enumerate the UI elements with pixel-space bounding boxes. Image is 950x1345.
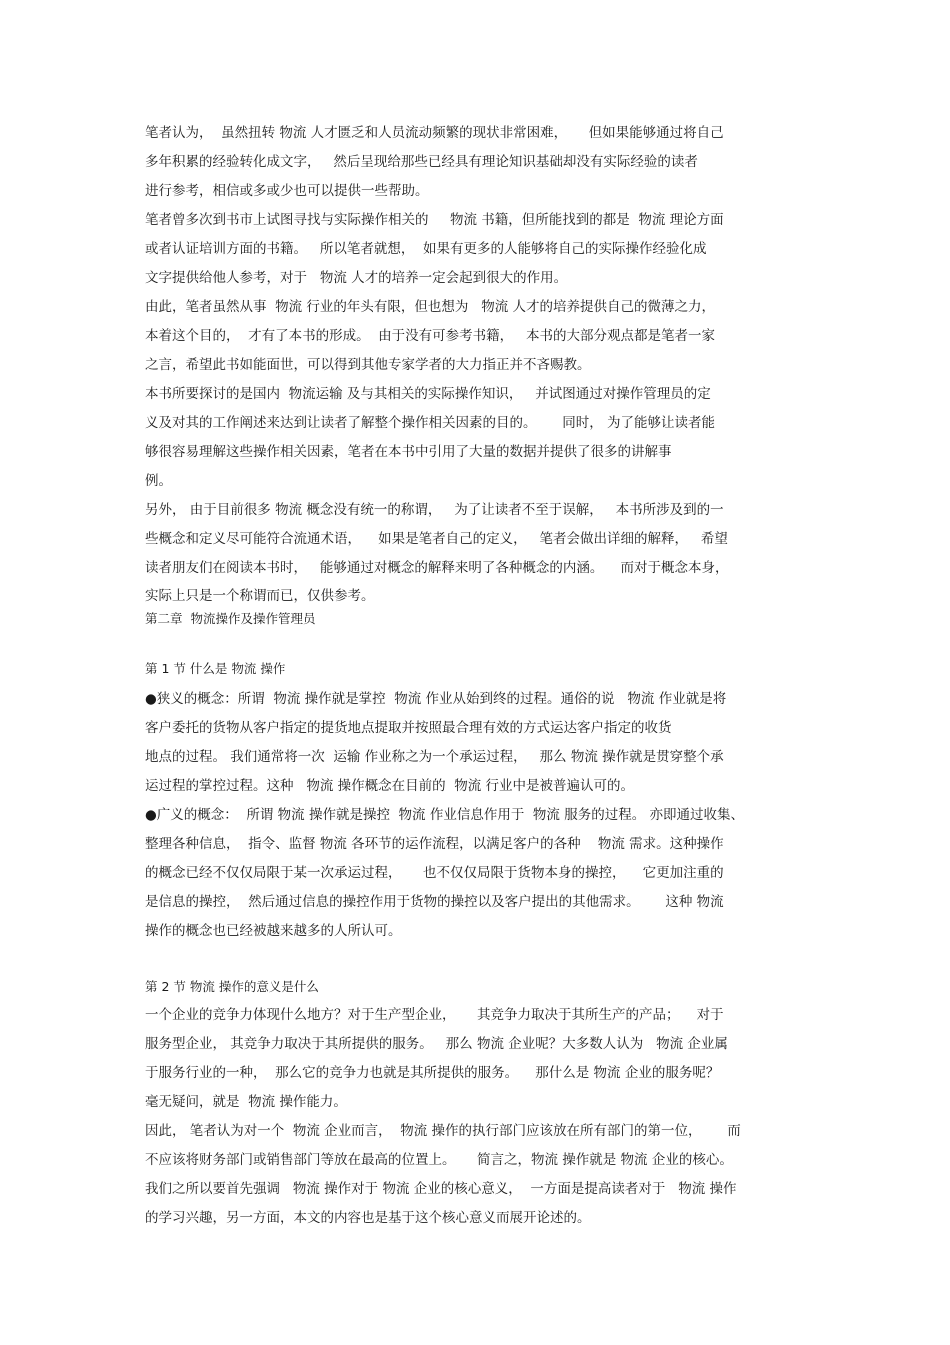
text-line: 操作的概念也已经被越来越多的人所认可。 [145,923,402,939]
text-line: 实际上只是一个称谓而已，仅供参考。 [145,588,375,604]
text-line: 我们之所以要首先强调 物流 操作对于 物流 企业的核心意义， 一方面是提高读者对于 物流 操作 [145,1181,737,1197]
text-line: ●狭义的概念：所谓 物流 操作就是掌控 物流 作业从始到终的过程。通俗的说 物流 作业就是将 [145,691,727,707]
text-line: 整理各种信息， 指令、监督 物流 各环节的运作流程，以满足客户的各种 物流 需求。这种操作 [145,836,724,852]
text-line: 够很容易理解这些操作相关因素，笔者在本书中引用了大量的数据并提供了很多的讲解事 [145,444,672,460]
section-heading: 第 1 节 什么是 物流 操作 [145,661,286,676]
text-line: 文字提供给他人参考，对于 物流 人才的培养一定会起到很大的作用。 [145,270,568,286]
text-line: 是信息的操控， 然后通过信息的操控作用于货物的操控以及客户提出的其他需求。 这种 物流 [145,894,724,910]
text-line: ●广义的概念： 所谓 物流 操作就是操控 物流 作业信息作用于 物流 服务的过程。 亦即通过收集、 [145,807,744,823]
text-line: 读者朋友们在阅读本书时， 能够通过对概念的解释来明了各种概念的内涵。 而对于概念本身， [145,560,729,576]
text-line: 毫无疑问，就是 物流 操作能力。 [145,1094,347,1110]
text-line: 一个企业的竞争力体现什么地方？对于生产型企业， 其竞争力取决于其所生产的产品； 对于 [145,1007,724,1023]
text-line: 义及对其的工作阐述来达到让读者了解整个操作相关因素的目的。 同时， 为了能够让读者能 [145,415,716,431]
section-heading: 第 2 节 物流 操作的意义是什么 [145,979,319,994]
chapter-heading: 第二章 物流操作及操作管理员 [145,611,316,626]
text-line: 之言，希望此书如能面世，可以得到其他专家学者的大力指正并不吝赐教。 [145,357,591,373]
text-line: 例。 [145,473,172,489]
text-line: 些概念和定义尽可能符合流通术语， 如果是笔者自己的定义， 笔者会做出详细的解释， 希望 [145,531,728,547]
text-line: 笔者曾多次到书市上试图寻找与实际操作相关的 物流 书籍，但所能找到的都是 物流 理论方面 [145,212,724,228]
text-line: 的学习兴趣，另一方面，本文的内容也是基于这个核心意义而展开论述的。 [145,1210,591,1226]
text-line: 地点的过程。 我们通常将一次 运输 作业称之为一个承运过程， 那么 物流 操作就是贯穿整个承 [145,749,724,765]
text-line: 运过程的掌控过程。这种 物流 操作概念在目前的 物流 行业中是被普遍认可的。 [145,778,635,794]
text-line: 服务型企业， 其竞争力取决于其所提供的服务。 那么 物流 企业呢？大多数人认为 物流 企业属 [145,1036,728,1052]
text-line: 于服务行业的一种， 那么它的竞争力也就是其所提供的服务。 那什么是 物流 企业的服务呢？ [145,1065,720,1081]
text-line: 或者认证培训方面的书籍。 所以笔者就想， 如果有更多的人能够将自己的实际操作经验化成 [145,241,707,257]
text-line: 本着这个目的， 才有了本书的形成。 由于没有可参考书籍， 本书的大部分观点都是笔者一家 [145,328,716,344]
text-line: 的概念已经不仅仅局限于某一次承运过程， 也不仅仅局限于货物本身的操控， 它更加注重的 [145,865,724,881]
text-line: 另外， 由于目前很多 物流 概念没有统一的称谓， 为了让读者不至于误解， 本书所涉及到的一 [145,502,724,518]
text-line: 客户委托的货物从客户指定的提货地点提取并按照最合理有效的方式运达客户指定的收货 [145,720,672,736]
text-line: 本书所要探讨的是国内 物流运输 及与其相关的实际操作知识， 并试图通过对操作管理员的定 [145,386,711,402]
text-line: 由此，笔者虽然从事 物流 行业的年头有限，但也想为 物流 人才的培养提供自己的微薄之力， [145,299,716,315]
text-line: 进行参考，相信或多或少也可以提供一些帮助。 [145,183,429,199]
text-line: 多年积累的经验转化成文字， 然后呈现给那些已经具有理论知识基础却没有实际经验的读者 [145,154,698,170]
text-line: 笔者认为， 虽然扭转 物流 人才匮乏和人员流动频繁的现状非常困难， 但如果能够通过将自己 [145,125,724,141]
text-line: 不应该将财务部门或销售部门等放在最高的位置上。 简言之，物流 操作就是 物流 企业的核心。 [145,1152,733,1168]
text-line: 因此， 笔者认为对一个 物流 企业而言， 物流 操作的执行部门应该放在所有部门的第一位， 而 [145,1123,741,1139]
